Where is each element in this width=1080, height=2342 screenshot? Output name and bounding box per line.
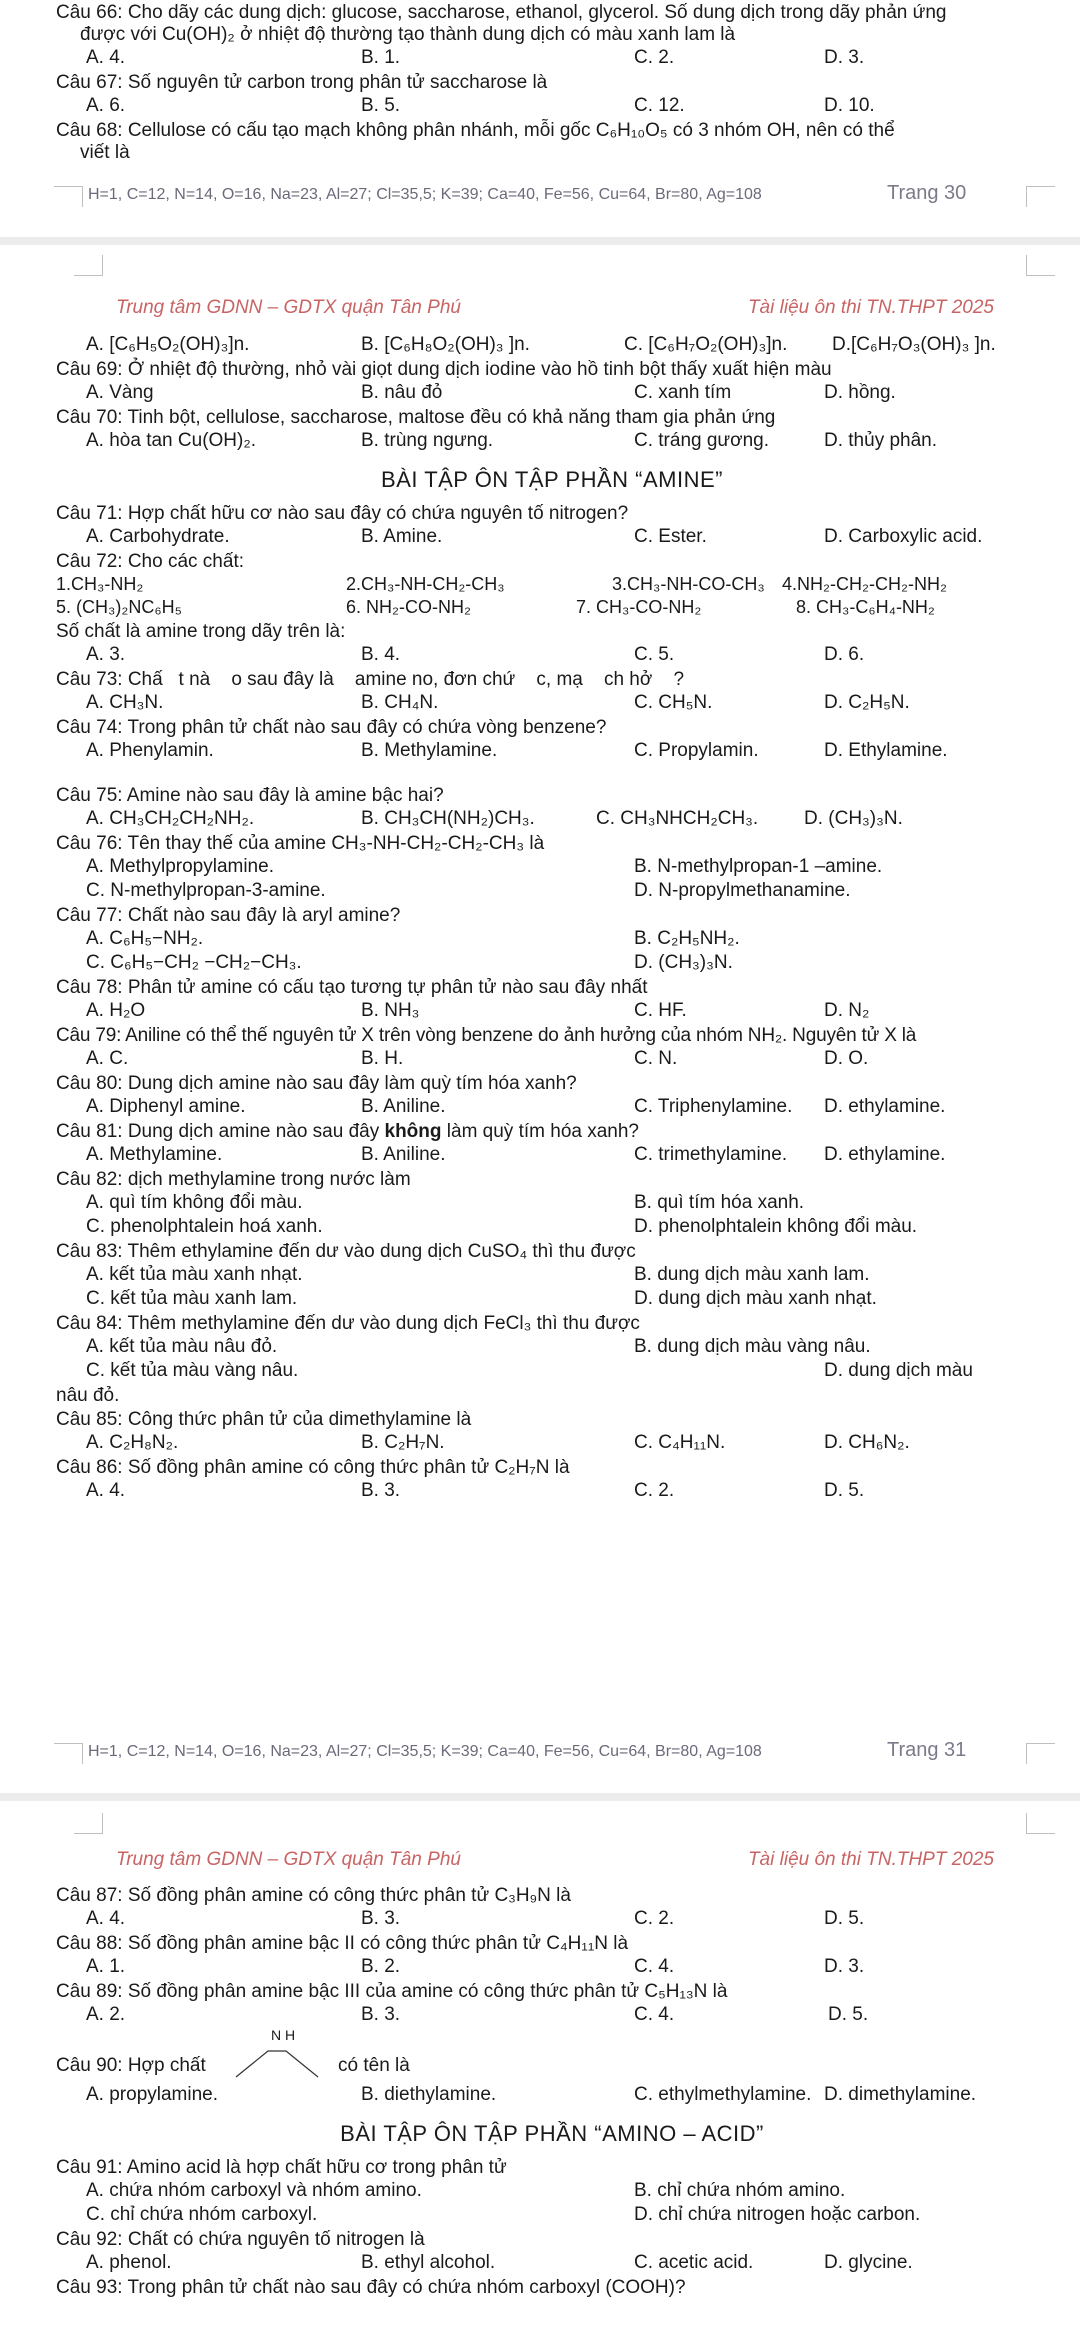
question-90-text-b: có tên là xyxy=(338,2055,410,2076)
question-68-text: Câu 68: Cellulose có cấu tạo mạch không phân nhánh, mỗi gốc C₆H₁₀O₅ có 3 nhóm OH, nên có thể xyxy=(56,120,895,141)
corner-mark xyxy=(74,1813,103,1834)
section-title-amino-acid: BÀI TẬP ÔN TẬP PHẦN “AMINO – ACID” xyxy=(340,2121,764,2146)
option-d: D. chỉ chứa nitrogen hoặc carbon. xyxy=(634,2204,921,2225)
question-90 xyxy=(56,2027,1048,2083)
option-d: D. N-propylmethanamine. xyxy=(634,880,851,901)
page-30-tail xyxy=(0,0,1080,237)
question-69-options xyxy=(56,381,1048,405)
page-31-footer xyxy=(0,1739,1080,1767)
option-a: A. C₂H₈N₂. xyxy=(86,1432,179,1453)
option-c: C. tráng gương. xyxy=(634,430,770,451)
question-80-options xyxy=(56,1095,1048,1119)
question-84-options-cd xyxy=(56,1359,1048,1383)
question-83-options-cd xyxy=(56,1287,1048,1311)
option-a: A. [C₆H₅O₂(OH)₃]n. xyxy=(86,334,250,355)
option-b: B. 3. xyxy=(361,1908,401,1929)
corner-mark xyxy=(1026,1743,1055,1764)
question-85: Câu 85: Công thức phân tử của dimethylamine là xyxy=(56,1409,472,1430)
option-c: C. 12. xyxy=(634,95,685,116)
option-d: D. 5. xyxy=(824,1480,865,1501)
option-a: A. Phenylamin. xyxy=(86,740,214,761)
page-32 xyxy=(0,1801,1080,2342)
option-a: A. 4. xyxy=(86,1480,126,1501)
question-89-options xyxy=(56,2003,1048,2027)
option-b: B. trùng ngưng. xyxy=(361,430,494,451)
option-b: B. Amine. xyxy=(361,526,443,547)
question-75-options xyxy=(56,807,1048,831)
compound-1: 1.CH₃-NH₂ xyxy=(56,574,144,594)
option-b: B. Aniline. xyxy=(361,1144,446,1165)
question-93: Câu 93: Trong phân tử chất nào sau đây có chứa nhóm carboxyl (COOH)? xyxy=(56,2277,686,2298)
option-d: D. C₂H₅N. xyxy=(824,692,910,713)
option-b: B. 1. xyxy=(361,47,401,68)
question-70-options xyxy=(56,429,1048,453)
question-67: Câu 67: Số nguyên tử carbon trong phân tử saccharose là xyxy=(56,72,548,93)
question-91: Câu 91: Amino acid là hợp chất hữu cơ trong phân tử xyxy=(56,2157,507,2178)
question-85-options xyxy=(56,1431,1048,1455)
option-d: D.[C₆H₇O₃(OH)₃ ]n. xyxy=(832,334,996,355)
option-b: B. 5. xyxy=(361,95,401,116)
question-68 xyxy=(56,120,1048,164)
atomic-masses: H=1, C=12, N=14, O=16, Na=23, Al=27; Cl=35,5; K=39; Ca=40, Fe=56, Cu=64, Br=80, Ag=108 xyxy=(88,186,762,203)
structure-bonds xyxy=(236,2051,318,2077)
question-81 xyxy=(56,1121,1048,1143)
option-c: C. ethylmethylamine. xyxy=(634,2084,812,2105)
question-79: Câu 79: Aniline có thể thế nguyên tử X trên vòng benzene do ảnh hưởng của nhóm NH₂. Nguyên tử X là xyxy=(56,1025,917,1046)
option-d: D. 3. xyxy=(824,47,865,68)
compound-3: 3.CH₃-NH-CO-CH₃ xyxy=(612,574,765,594)
option-d: D. dung dịch màu xanh nhạt. xyxy=(634,1288,877,1309)
option-c: C. Triphenylamine. xyxy=(634,1096,793,1117)
option-b: B. dung dịch màu vàng nâu. xyxy=(634,1336,871,1357)
question-74: Câu 74: Trong phân tử chất nào sau đây có chứa vòng benzene? xyxy=(56,717,607,738)
option-a: A. H₂O xyxy=(86,1000,146,1021)
corner-mark xyxy=(54,186,83,207)
question-74-options xyxy=(56,739,1048,763)
option-b: B. dung dịch màu xanh lam. xyxy=(634,1264,870,1285)
option-a: A. Vàng xyxy=(86,382,154,403)
compound-list-row2 xyxy=(56,596,1048,619)
option-d: D. glycine. xyxy=(824,2252,913,2273)
option-d: D. phenolphtalein không đổi màu. xyxy=(634,1216,918,1237)
question-82-options-ab xyxy=(56,1191,1048,1215)
option-a: A. 2. xyxy=(86,2004,126,2025)
question-86: Câu 86: Số đồng phân amine có công thức phân tử C₂H₇N là xyxy=(56,1457,570,1478)
option-b: B. N-methylpropan-1 –amine. xyxy=(634,856,883,877)
option-a: A. kết tủa màu nâu đỏ. xyxy=(86,1336,278,1357)
compound-5: 5. (CH₃)₂NC₆H₅ xyxy=(56,597,182,617)
option-a: A. kết tủa màu xanh nhạt. xyxy=(86,1264,303,1285)
page-31-content xyxy=(56,333,1048,1503)
page-number: Trang 31 xyxy=(887,1739,967,1761)
question-88-options xyxy=(56,1955,1048,1979)
option-b: B. CH₄N. xyxy=(361,692,439,713)
option-a: A. CH₃CH₂CH₂NH₂. xyxy=(86,808,255,829)
question-76: Câu 76: Tên thay thế của amine CH₃-NH-CH₂-CH₂-CH₃ là xyxy=(56,833,545,854)
question-66-text2: được với Cu(OH)₂ ở nhiệt độ thường tạo thành dung dịch có màu xanh lam là xyxy=(80,24,736,45)
corner-mark xyxy=(74,255,103,276)
option-b: B. [C₆H₈O₂(OH)₃ ]n. xyxy=(361,334,530,355)
option-b: B. C₂H₅NH₂. xyxy=(634,928,740,949)
option-a: A. 1. xyxy=(86,1956,126,1977)
question-70: Câu 70: Tinh bột, cellulose, saccharose, maltose đều có khả năng tham gia phản ứng xyxy=(56,407,776,428)
option-d: D. hồng. xyxy=(824,382,896,403)
option-b: B. 4. xyxy=(361,644,401,665)
question-66-options xyxy=(56,46,1048,70)
question-81-text-a: Câu 81: Dung dịch amine nào sau đây xyxy=(56,1121,385,1142)
option-c: C. CH₃NHCH₂CH₃. xyxy=(596,808,759,829)
compound-2: 2.CH₃-NH-CH₂-CH₃ xyxy=(346,574,505,594)
header-right: Tài liệu ôn thi TN.THPT 2025 xyxy=(747,1849,994,1870)
option-c: C. kết tủa màu xanh lam. xyxy=(86,1288,298,1309)
option-c: C. CH₅N. xyxy=(634,692,713,713)
question-91-options-ab xyxy=(56,2179,1048,2203)
question-84-option-d-tail: nâu đỏ. xyxy=(56,1385,120,1406)
header-right: Tài liệu ôn thi TN.THPT 2025 xyxy=(747,297,994,318)
option-b: B. H. xyxy=(361,1048,404,1069)
question-92-options xyxy=(56,2251,1048,2275)
question-82-options-cd xyxy=(56,1215,1048,1239)
option-d: D. (CH₃)₃N. xyxy=(634,952,733,973)
question-81-text-c: làm quỳ tím hóa xanh? xyxy=(441,1121,639,1142)
option-c: C. 5. xyxy=(634,644,675,665)
question-87-options xyxy=(56,1907,1048,1931)
option-d: D. 3. xyxy=(824,1956,865,1977)
page-30-footer xyxy=(0,182,1080,210)
option-d: D. Ethylamine. xyxy=(824,740,948,761)
option-d: D. 6. xyxy=(824,644,865,665)
header-left: Trung tâm GDNN – GDTX quận Tân Phú xyxy=(116,1849,461,1870)
option-a: A. Methylamine. xyxy=(86,1144,223,1165)
option-a: A. Diphenyl amine. xyxy=(86,1096,246,1117)
option-a: A. CH₃N. xyxy=(86,692,164,713)
compound-6: 6. NH₂-CO-NH₂ xyxy=(346,597,471,617)
option-c: C. N. xyxy=(634,1048,678,1069)
question-66-text: Câu 66: Cho dãy các dung dịch: glucose, saccharose, ethanol, glycerol. Số dung dịch trong dãy phản ứng xyxy=(56,2,947,23)
question-77-options-cd xyxy=(56,951,1048,975)
corner-mark xyxy=(1026,186,1055,207)
option-c: C. 2. xyxy=(634,1480,675,1501)
option-d: D. dung dịch màu xyxy=(824,1360,973,1381)
option-d: D. 10. xyxy=(824,95,875,116)
option-d: D. dimethylamine. xyxy=(824,2084,977,2105)
option-c: C. trimethylamine. xyxy=(634,1144,788,1165)
option-b: B. nâu đỏ xyxy=(361,382,443,403)
question-87: Câu 87: Số đồng phân amine có công thức phân tử C₃H₉N là xyxy=(56,1885,571,1906)
question-73: Câu 73: Chấ t nà o sau đây là amine no, đơn chứ c, mạ ch hở ? xyxy=(56,669,685,690)
compound-4: 4.NH₂-CH₂-CH₂-NH₂ xyxy=(782,574,947,594)
question-76-options-cd xyxy=(56,879,1048,903)
question-72-options xyxy=(56,643,1048,667)
question-79-options xyxy=(56,1047,1048,1071)
option-d: D. O. xyxy=(824,1048,869,1069)
option-d: D. N₂ xyxy=(824,1000,870,1021)
question-71: Câu 71: Hợp chất hữu cơ nào sau đây có chứa nguyên tố nitrogen? xyxy=(56,503,629,524)
question-86-options xyxy=(56,1479,1048,1503)
header-left: Trung tâm GDNN – GDTX quận Tân Phú xyxy=(116,297,461,318)
option-c: C. acetic acid. xyxy=(634,2252,754,2273)
question-90-options xyxy=(56,2083,1048,2107)
option-a: A. 4. xyxy=(86,1908,126,1929)
section-title-amine: BÀI TẬP ÔN TẬP PHẦN “AMINE” xyxy=(381,467,723,492)
option-d: D. 5. xyxy=(828,2004,869,2025)
question-92: Câu 92: Chất có chứa nguyên tố nitrogen là xyxy=(56,2229,425,2250)
nh-label: N H xyxy=(271,2027,296,2043)
atomic-masses: H=1, C=12, N=14, O=16, Na=23, Al=27; Cl=35,5; K=39; Ca=40, Fe=56, Cu=64, Br=80, Ag=108 xyxy=(88,1743,762,1760)
question-78: Câu 78: Phân tử amine có cấu tạo tương tự phân tử nào sau đây nhất xyxy=(56,977,648,998)
page-gap xyxy=(0,1793,1080,1801)
option-a: A. 3. xyxy=(86,644,126,665)
corner-mark xyxy=(1026,1813,1055,1834)
question-78-options xyxy=(56,999,1048,1023)
option-c: C. [C₆H₇O₂(OH)₃]n. xyxy=(624,334,788,355)
option-c: C. xanh tím xyxy=(634,382,732,403)
page-32-content xyxy=(56,1883,1048,2299)
option-a: A. Methylpropylamine. xyxy=(86,856,274,877)
option-b: B. NH₃ xyxy=(361,1000,420,1021)
option-b: B. 3. xyxy=(361,1480,401,1501)
question-76-options-ab xyxy=(56,855,1048,879)
question-88: Câu 88: Số đồng phân amine bậc II có công thức phân tử C₄H₁₁N là xyxy=(56,1933,629,1954)
option-a: A. 4. xyxy=(86,47,126,68)
question-83: Câu 83: Thêm ethylamine đến dư vào dung dịch CuSO₄ thì thu được xyxy=(56,1241,636,1262)
question-82: Câu 82: dịch methylamine trong nước làm xyxy=(56,1169,411,1190)
question-75: Câu 75: Amine nào sau đây là amine bậc hai? xyxy=(56,785,444,806)
option-c: C. 4. xyxy=(634,2004,675,2025)
question-67-options xyxy=(56,94,1048,118)
option-c: C. C₄H₁₁N. xyxy=(634,1432,726,1453)
option-c: C. Propylamin. xyxy=(634,740,759,761)
question-68-options xyxy=(56,333,1048,357)
option-a: A. hòa tan Cu(OH)₂. xyxy=(86,430,256,451)
question-81-emphasis: không xyxy=(384,1121,442,1142)
option-b: B. diethylamine. xyxy=(361,2084,497,2105)
question-72-prompt: Số chất là amine trong dãy trên là: xyxy=(56,621,346,642)
option-b: B. C₂H₇N. xyxy=(361,1432,445,1453)
option-c: C. C₆H₅−CH₂ −CH₂−CH₃. xyxy=(86,952,302,973)
compound-8: 8. CH₃-C₆H₄-NH₂ xyxy=(796,597,935,617)
option-a: A. phenol. xyxy=(86,2252,172,2273)
option-b: B. CH₃CH(NH₂)CH₃. xyxy=(361,808,535,829)
option-d: D. ethylamine. xyxy=(824,1096,946,1117)
page-30-content xyxy=(56,0,1048,164)
option-b: B. quì tím hóa xanh. xyxy=(634,1192,805,1213)
compound-list-row1 xyxy=(56,573,1048,596)
option-b: B. Methylamine. xyxy=(361,740,498,761)
page-header xyxy=(56,297,994,325)
option-c: C. N-methylpropan-3-amine. xyxy=(86,880,326,901)
question-68-text2: viết là xyxy=(80,142,130,163)
compound-7: 7. CH₃-CO-NH₂ xyxy=(576,597,702,617)
question-89: Câu 89: Số đồng phân amine bậc III của amine có công thức phân tử C₅H₁₃N là xyxy=(56,1981,728,2002)
question-69: Câu 69: Ở nhiệt độ thường, nhỏ vài giọt dung dịch iodine vào hồ tinh bột thấy xuất hiện màu xyxy=(56,359,832,380)
option-d: D. CH₆N₂. xyxy=(824,1432,910,1453)
page-number: Trang 30 xyxy=(887,182,967,204)
option-c: C. 4. xyxy=(634,1956,675,1977)
corner-mark xyxy=(54,1743,83,1764)
option-b: B. 3. xyxy=(361,2004,401,2025)
option-d: D. ethylamine. xyxy=(824,1144,946,1165)
question-72: Câu 72: Cho các chất: xyxy=(56,551,244,572)
option-c: C. HF. xyxy=(634,1000,687,1021)
option-d: D. Carboxylic acid. xyxy=(824,526,983,547)
question-83-options-ab xyxy=(56,1263,1048,1287)
option-b: B. chỉ chứa nhóm amino. xyxy=(634,2180,846,2201)
option-b: B. 2. xyxy=(361,1956,401,1977)
question-71-options xyxy=(56,525,1048,549)
option-a: A. C₆H₅−NH₂. xyxy=(86,928,204,949)
page-31 xyxy=(0,245,1080,1793)
option-c: C. 2. xyxy=(634,47,675,68)
page-header xyxy=(56,1849,994,1877)
option-c: C. kết tủa màu vàng nâu. xyxy=(86,1360,299,1381)
page-gap xyxy=(0,237,1080,245)
option-a: A. Carbohydrate. xyxy=(86,526,230,547)
question-66 xyxy=(56,2,1048,46)
question-73-options xyxy=(56,691,1048,715)
question-81-options xyxy=(56,1143,1048,1167)
option-a: A. quì tím không đổi màu. xyxy=(86,1192,303,1213)
question-84: Câu 84: Thêm methylamine đến dư vào dung dịch FeCl₃ thì thu được xyxy=(56,1313,640,1334)
option-c: C. Ester. xyxy=(634,526,707,547)
question-77-options-ab xyxy=(56,927,1048,951)
option-a: A. 6. xyxy=(86,95,126,116)
question-84-options-ab xyxy=(56,1335,1048,1359)
question-77: Câu 77: Chất nào sau đây là aryl amine? xyxy=(56,905,401,926)
option-d: D. 5. xyxy=(824,1908,865,1929)
question-91-options-cd xyxy=(56,2203,1048,2227)
option-d: D. thủy phân. xyxy=(824,430,938,451)
option-b: B. Aniline. xyxy=(361,1096,446,1117)
option-b: B. ethyl alcohol. xyxy=(361,2252,496,2273)
corner-mark xyxy=(1026,255,1055,276)
option-a: A. propylamine. xyxy=(86,2084,219,2105)
question-90-text-a: Câu 90: Hợp chất xyxy=(56,2055,206,2076)
option-c: C. phenolphtalein hoá xanh. xyxy=(86,1216,323,1237)
option-d: D. (CH₃)₃N. xyxy=(804,808,903,829)
option-c: C. chỉ chứa nhóm carboxyl. xyxy=(86,2204,318,2225)
option-a: A. C. xyxy=(86,1048,129,1069)
question-80: Câu 80: Dung dịch amine nào sau đây làm quỳ tím hóa xanh? xyxy=(56,1073,577,1094)
option-c: C. 2. xyxy=(634,1908,675,1929)
option-a: A. chứa nhóm carboxyl và nhóm amino. xyxy=(86,2180,422,2201)
spacer xyxy=(56,763,1048,783)
